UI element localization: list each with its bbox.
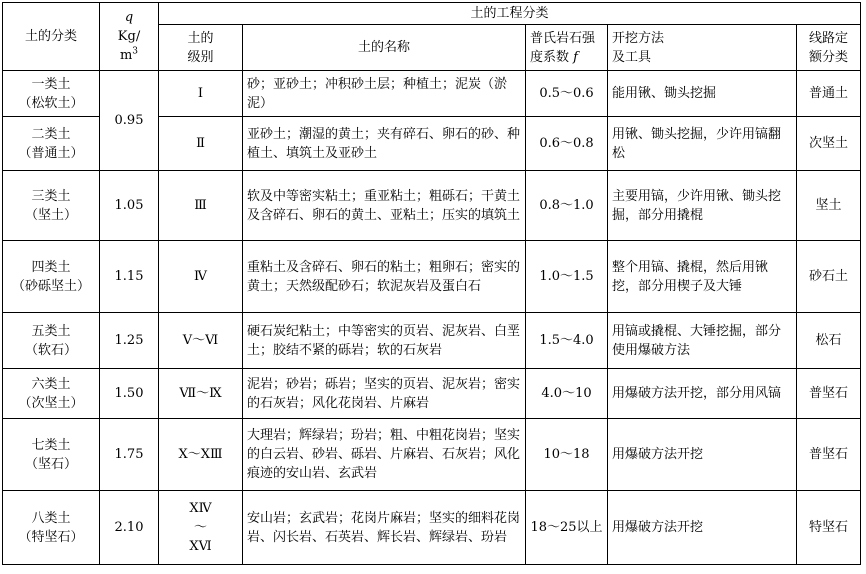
soil-name-cell: 硬石炭纪粘土；中等密实的页岩、泥灰岩、白垩土；胶结不紧的砾岩；软的石灰岩 [243, 313, 526, 369]
soil-name-cell: 安山岩；玄武岩；花岗片麻岩；坚实的细料花岗岩、闪长岩、石英岩、辉长岩、辉绿岩、玢岩 [243, 491, 526, 565]
quota-cell: 松石 [797, 313, 861, 369]
method-cell: 主要用镐，少许用锹、锄头挖掘，部分用撬棍 [608, 171, 797, 241]
coefficient-cell: 0.6～0.8 [526, 117, 608, 171]
coefficient-cell: 1.0～1.5 [526, 241, 608, 313]
header-soil-name: 土的名称 [243, 25, 526, 71]
header-density-symbol: q [124, 10, 134, 25]
soil-class-cell [3, 71, 100, 117]
soil-name-cell: 重粘土及含碎石、卵石的粘土；粗卵石；密实的黄土；天然级配砂石；软泥灰岩及蛋白石 [243, 241, 526, 313]
table-row [3, 419, 861, 491]
soil-class-name: 三类土 [31, 188, 71, 204]
header-row-1 [3, 3, 861, 25]
method-cell: 用爆破方法开挖 [608, 491, 797, 565]
soil-class-name: 五类土 [31, 323, 71, 339]
grade-line2: ～ [193, 520, 207, 535]
soil-name-cell: 软及中等密实粘土；重亚粘土；粗砾石；干黄土及含碎石、卵石的黄土、亚粘土；压实的填筑土 [243, 171, 526, 241]
soil-class-cell [3, 419, 100, 491]
soil-class-alias: （坚土） [24, 207, 77, 223]
soil-class-alias: （次坚土） [18, 395, 84, 411]
coefficient-cell: 0.8～1.0 [526, 171, 608, 241]
method-cell: 能用锹、锄头挖掘 [608, 71, 797, 117]
soil-class-cell [3, 369, 100, 419]
method-cell: 用爆破方法开挖 [608, 419, 797, 491]
header-method-line1: 开挖方法 [612, 30, 665, 46]
soil-classification-table [2, 2, 861, 565]
grade-cell: Ⅴ～Ⅵ [159, 313, 243, 369]
header-soil-grade-line2: 级别 [187, 49, 214, 65]
soil-class-cell [3, 171, 100, 241]
coefficient-cell: 10～18 [526, 419, 608, 491]
header-quota-line1: 线路定 [809, 30, 849, 46]
table-row [3, 71, 861, 117]
header-soil-grade [159, 25, 243, 71]
method-cell: 用爆破方法开挖，部分用风镐 [608, 369, 797, 419]
density-cell: 2.10 [100, 491, 159, 565]
method-cell: 整个用镐、撬棍，然后用锹挖，部分用楔子及大锤 [608, 241, 797, 313]
grade-line1: ⅩⅣ [189, 501, 212, 516]
table-row [3, 369, 861, 419]
header-method [608, 25, 797, 71]
coefficient-cell: 18～25以上 [526, 491, 608, 565]
soil-class-cell [3, 241, 100, 313]
density-cell: 0.95 [100, 71, 159, 171]
soil-name-cell: 大理岩；辉绿岩；玢岩；粗、中粗花岗岩；坚实的白云岩、砂岩、砾岩、片麻岩、石灰岩；风化痕迹的安山岩、玄武岩 [243, 419, 526, 491]
header-coefficient-symbol: f [573, 49, 578, 65]
soil-class-cell [3, 117, 100, 171]
method-cell: 用镐或撬棍、大锤挖掘，部分使用爆破方法 [608, 313, 797, 369]
table-row [3, 313, 861, 369]
coefficient-cell: 0.5～0.6 [526, 71, 608, 117]
header-soil-grade-line1: 土的 [187, 30, 214, 46]
soil-name-cell: 泥岩；砂岩；砾岩；坚实的页岩、泥灰岩；密实的石灰岩；风化花岗岩、片麻岩 [243, 369, 526, 419]
density-cell: 1.15 [100, 241, 159, 313]
quota-cell: 砂石土 [797, 241, 861, 313]
method-cell: 用锹、锄头挖掘，少许用镐翻松 [608, 117, 797, 171]
header-coefficient [526, 25, 608, 71]
density-cell: 1.50 [100, 369, 159, 419]
soil-class-alias: （特坚石） [18, 529, 84, 545]
grade-cell: Ⅲ [159, 171, 243, 241]
header-density-unit-1: Kg/ [117, 29, 141, 44]
quota-cell: 特坚石 [797, 491, 861, 565]
grade-cell [159, 491, 243, 565]
header-density-unit-sup: 3 [132, 46, 139, 57]
header-soil-class: 土的分类 [3, 3, 100, 71]
grade-line3: ⅩⅥ [189, 539, 212, 554]
soil-class-name: 一类土 [31, 76, 71, 92]
grade-cell: Ⅶ～Ⅸ [159, 369, 243, 419]
header-coefficient-line1: 普氏岩石强 [530, 30, 596, 46]
quota-cell: 普坚石 [797, 419, 861, 491]
quota-cell: 普坚石 [797, 369, 861, 419]
soil-class-name: 六类土 [31, 376, 71, 392]
density-cell: 1.75 [100, 419, 159, 491]
grade-cell: Ⅳ [159, 241, 243, 313]
soil-class-cell [3, 313, 100, 369]
soil-class-name: 七类土 [31, 437, 71, 453]
coefficient-cell: 4.0～10 [526, 369, 608, 419]
quota-cell: 坚土 [797, 171, 861, 241]
soil-class-alias: （普通土） [18, 145, 84, 161]
soil-class-cell [3, 491, 100, 565]
header-quota-line2: 额分类 [809, 49, 849, 65]
soil-class-alias: （松软土） [18, 95, 84, 111]
density-cell: 1.05 [100, 171, 159, 241]
grade-cell: Ⅰ [159, 71, 243, 117]
header-density [100, 3, 159, 71]
header-coefficient-line2: 度系数 [530, 49, 570, 65]
soil-class-name: 八类土 [31, 510, 71, 526]
soil-class-alias: （砂砾坚土） [11, 278, 90, 294]
soil-name-cell: 亚砂土；潮湿的黄土；夹有碎石、卵石的砂、种植土、填筑土及亚砂土 [243, 117, 526, 171]
soil-name-cell: 砂；亚砂土；冲积砂土层；种植土；泥炭（淤泥） [243, 71, 526, 117]
soil-class-alias: （坚石） [24, 456, 77, 472]
coefficient-cell: 1.5～4.0 [526, 313, 608, 369]
table-row [3, 491, 861, 565]
header-quota [797, 25, 861, 71]
header-engineering-group: 土的工程分类 [159, 3, 861, 25]
soil-class-name: 四类土 [31, 259, 71, 275]
quota-cell: 普通土 [797, 71, 861, 117]
table-row [3, 171, 861, 241]
soil-class-name: 二类土 [31, 126, 71, 142]
density-cell: 1.25 [100, 313, 159, 369]
grade-cell: Ⅱ [159, 117, 243, 171]
soil-class-alias: （软石） [24, 342, 77, 358]
table-row [3, 241, 861, 313]
header-density-unit-2: m [119, 48, 133, 63]
quota-cell: 次坚土 [797, 117, 861, 171]
grade-cell: Ⅹ～ⅩⅢ [159, 419, 243, 491]
header-method-line2: 及工具 [612, 49, 652, 65]
